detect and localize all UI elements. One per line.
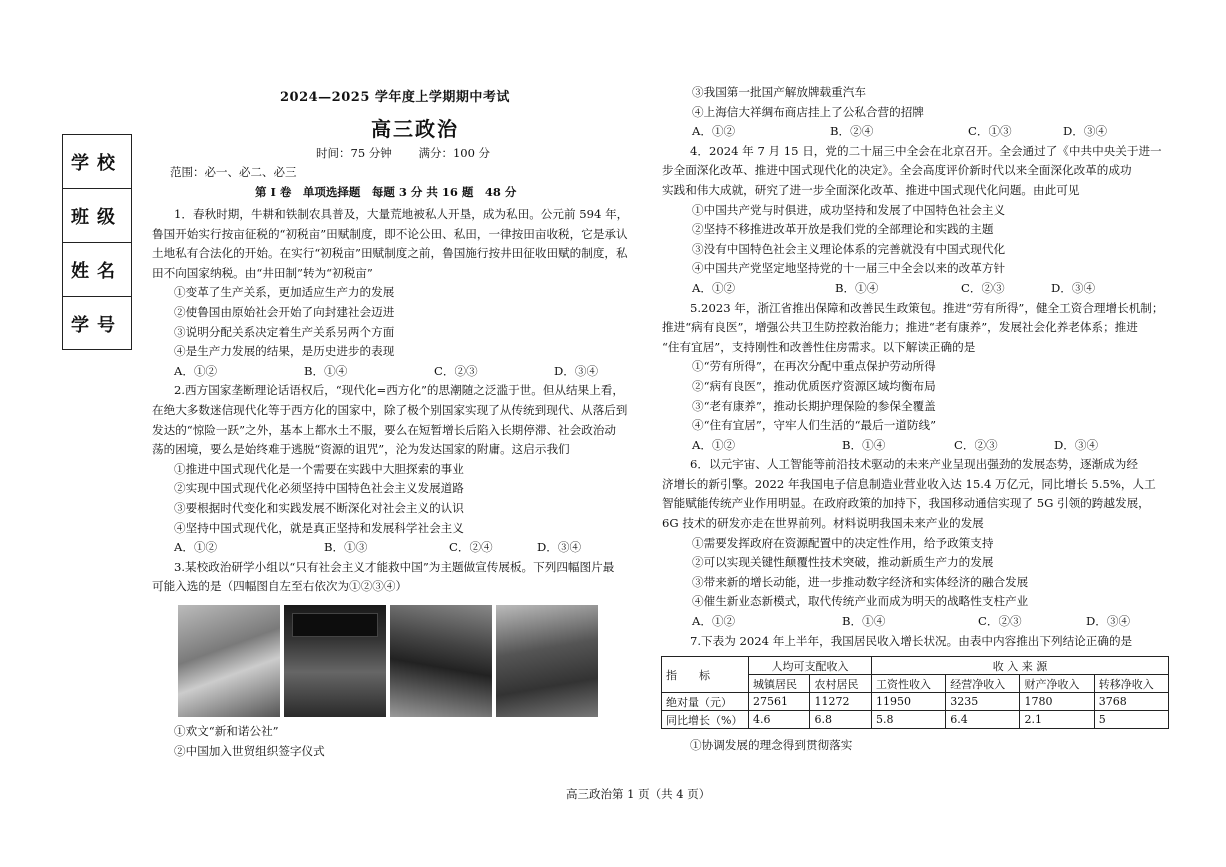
q5-text: “住有宜居”，支持刚性和改善性住房需求。以下解读正确的是 [662,339,976,354]
table-group-income: 人均可支配收入 [749,657,872,675]
q4-item: ①中国共产党与时俱进，成功坚持和发展了中国特色社会主义 [692,202,1006,217]
q1-text: 土地私有合法化的开始。在实行“初税亩”田赋制度之前，鲁国施行按井田征收田赋的制度，私 [152,246,628,261]
question-5 [662,299,1164,456]
option-c: C．②③ [434,363,478,378]
page-footer: 高三政治第 1 页（共 4 页） [566,787,711,801]
q7-items [662,736,1164,756]
table-cell: 27561 [749,693,810,711]
q4-text: 实践和伟大成就，研究了进一步全面深化改革、推进中国式现代化问题。由此可见 [662,182,1080,197]
option-d: D．③④ [1063,124,1108,139]
q5-item: ③“老有康养”，推动长期护理保险的参保全覆盖 [692,398,936,413]
option-a: A．①② [174,540,218,555]
q1-text: 田不向国家纳税。由“井田制”转为“初税亩” [152,265,373,280]
option-a: A．①② [692,124,736,139]
table-col-header: 转移净收入 [1094,675,1168,693]
photo-3-truck [390,605,492,717]
q3-text: 3.某校政治研学小组以“只有社会主义才能救中国”为主题做宣传展板。下列四幅图片最 [174,559,615,574]
q4-options [662,279,1164,299]
question-2 [152,381,628,557]
option-a: A．①② [692,614,736,629]
option-b: B．①④ [842,437,886,452]
question-3 [152,558,622,597]
q5-text: 推进“病有良医”，增强公共卫生防控救治能力；推进“老有康养”，发展社会化养老体系；推进 [662,320,1138,335]
q6-text: 6G 技术的研发亦走在世界前列。材料说明我国未来产业的发展 [662,516,984,531]
table-row-label: 绝对量（元） [662,693,749,711]
table-group-sources: 收 入 来 源 [871,657,1168,675]
q3-items-left [152,722,622,761]
question-1 [152,205,629,381]
table-cell: 3768 [1094,693,1168,711]
table-cell: 6.8 [810,711,871,729]
question-4 [662,142,1164,299]
option-d: D．③④ [554,363,599,378]
option-b: B．①④ [835,280,879,295]
q7-text: 7.下表为 2024 年上半年，我国居民收入增长状况。由表中内容推出下列结论正确的是 [690,633,1133,648]
table-row-head: 指 标 [662,657,749,693]
income-table [661,656,1169,729]
table-col-header: 城镇居民 [749,675,810,693]
q2-item: ②实现中国式现代化必须坚持中国特色社会主义发展道路 [174,481,464,496]
table-cell: 5.8 [871,711,945,729]
option-a: A．①② [174,363,218,378]
question-6 [662,455,1164,631]
option-a: A．①② [692,280,736,295]
option-b: B．②④ [830,124,874,139]
q3-options [662,122,1164,142]
class-label: 班级 [63,189,131,243]
q1-text: 1．春秋时期，牛耕和铁制农具普及，大量荒地被私人开垦，成为私田。公元前 594 年， [174,207,629,221]
q1-options [152,362,622,382]
table-col-header: 财产净收入 [1020,675,1094,693]
table-cell: 3235 [946,693,1020,711]
table-cell: 6.4 [946,711,1020,729]
table-row [662,693,1169,711]
q3-item: ③我国第一批国产解放牌载重汽车 [692,85,866,99]
q5-item: ①“劳有所得”，在再次分配中重点保护劳动所得 [692,359,936,374]
q4-item: ④中国共产党坚定地坚持党的十一届三中全会以来的改革方针 [692,261,1006,276]
exam-time: 时间：75 分钟 [316,146,392,160]
q2-item: ④坚持中国式现代化，就是真正坚持和发展科学社会主义 [174,520,464,535]
name-label: 姓名 [63,243,131,297]
q6-item: ①需要发挥政府在资源配置中的决定性作用，给予政策支持 [692,535,994,550]
left-column [152,205,629,597]
option-d: D．③④ [1086,614,1131,629]
exam-scope: 范围：必一、必二、必三 [170,165,297,179]
q1-item: ②使鲁国由原始社会开始了向封建社会迈进 [174,304,395,319]
table-cell: 4.6 [749,711,810,729]
q1-item: ③说明分配关系决定着生产关系另两个方面 [174,324,395,339]
q2-item: ①推进中国式现代化是一个需要在实践中大胆探索的事业 [174,461,464,476]
option-b: B．①④ [304,363,348,378]
option-d: D．③④ [537,540,582,555]
table-cell: 2.1 [1020,711,1094,729]
q6-item: ②可以实现关键性颠覆性技术突破，推动新质生产力的发展 [692,555,994,570]
photo-2-wto-signing [284,605,386,717]
photo-4-shop [496,605,598,717]
table-cell: 11272 [810,693,871,711]
option-c: C．②③ [954,437,998,452]
exam-score: 满分：100 分 [418,146,491,160]
student-id-label: 学号 [71,314,123,336]
q6-item: ④催生新业态新模式，取代传统产业而成为明天的战略性支柱产业 [692,594,1029,609]
q5-text: 5.2023 年，浙江省推出保障和改善民生政策包。推进“劳有所得”，健全工资合理增长机制； [690,300,1164,315]
exam-title: 2024—2025 学年度上学期期中考试 [280,90,510,105]
q3-photo-strip [178,605,598,717]
subject-title: 高三政治 [371,117,459,141]
school-label: 学校 [63,135,131,189]
table-header-row [662,657,1169,675]
q6-options [662,612,1164,632]
table-col-header: 工资性收入 [871,675,945,693]
section-heading: 第 I 卷 单项选择题 每题 3 分 共 16 题 48 分 [255,185,517,199]
q3-item: ②中国加入世贸组织签字仪式 [174,743,325,758]
q2-text: 发达的“惊险一跃”之外，基本上都水土不服，要么在短暂增长后陷入长期停滞、社会政治动 [152,422,617,437]
q2-text: 2.西方国家垄断理论话语权后，“现代化=西方化”的思潮随之泛滥于世。但从结果上看， [174,383,625,398]
q2-item: ③要根据时代变化和实践发展不断深化对社会主义的认识 [174,500,464,515]
right-column [662,83,1164,651]
q3-text: 可能入选的是（四幅图自左至右依次为①②③④） [152,579,408,594]
q3-item: ①欢文“新和诺公社” [174,724,279,738]
table-col-header: 经营净收入 [946,675,1020,693]
q1-item: ①变革了生产关系，更加适应生产力的发展 [174,285,395,300]
option-b: B．①④ [842,614,886,629]
q6-text: 济增长的新引擎。2022 年我国电子信息制造业营业收入达 15.4 万亿元，同比增长 5.5%，人工 [662,476,1156,491]
option-b: B．①③ [324,540,368,555]
q4-text: 4．2024 年 7 月 15 日，党的二十届三中全会在北京召开。全会通过了《中共中央关于进一 [690,143,1162,158]
table-col-header: 农村居民 [810,675,871,693]
q5-item: ②“病有良医”，推动优质医疗资源区域均衡布局 [692,378,936,393]
q7-item: ①协调发展的理念得到贯彻落实 [690,738,853,752]
table-row [662,711,1169,729]
table-cell: 11950 [871,693,945,711]
table-cell: 1780 [1020,693,1094,711]
table-cell: 5 [1094,711,1168,729]
option-c: C．②③ [961,280,1005,295]
q5-options [662,436,1164,456]
q4-item: ②坚持不移推进改革开放是我们党的全部理论和实践的主题 [692,222,994,237]
photo-2-banner [292,613,378,637]
option-d: D．③④ [1054,437,1099,452]
exam-meta [316,145,490,161]
q1-text: 鲁国开始实行按亩征税的“初税亩”田赋制度，即不论公田、私田，一律按田亩收税，它是承认 [152,226,628,241]
option-d: D．③④ [1051,280,1096,295]
q2-options [152,538,622,558]
q4-item: ③没有中国特色社会主义理论体系的完善就没有中国式现代化 [692,241,1006,256]
option-c: C．②③ [978,614,1022,629]
q6-text: 6．以元宇宙、人工智能等前沿技术驱动的未来产业呈现出强劲的发展态势，逐渐成为经 [690,457,1138,472]
photo-1-commune [178,605,280,717]
option-c: C．①③ [968,124,1012,139]
q5-item: ④“住有宜居”，守牢人们生活的“最后一道防线” [692,418,936,433]
option-c: C．②④ [449,540,493,555]
q3-item: ④上海信大祥绸布商店挂上了公私合营的招牌 [692,104,924,119]
option-a: A．①② [692,437,736,452]
table-row-label: 同比增长（%） [662,711,749,729]
student-info-box [62,134,132,350]
q2-text: 荡的困境，要么是始终难于逃脱“资源的诅咒”，沦为发达国家的附庸。这启示我们 [152,442,570,457]
q2-text: 在绝大多数迷信现代化等于西方化的国家中，除了极个别国家实现了从传统到现代、从落后到 [152,402,628,417]
q6-text: 智能赋能传统产业作用明显。在政府政策的加持下，我国移动通信实现了 5G 引领的跨越发展， [662,496,1150,511]
q4-text: 步全面深化改革、推进中国式现代化的决定》。全会高度评价新时代以来全面深化改革的成功 [662,163,1132,178]
q1-item: ④是生产力发展的结果，是历史进步的表现 [174,344,395,359]
q6-item: ③带来新的增长动能，进一步推动数字经济和实体经济的融合发展 [692,574,1029,589]
